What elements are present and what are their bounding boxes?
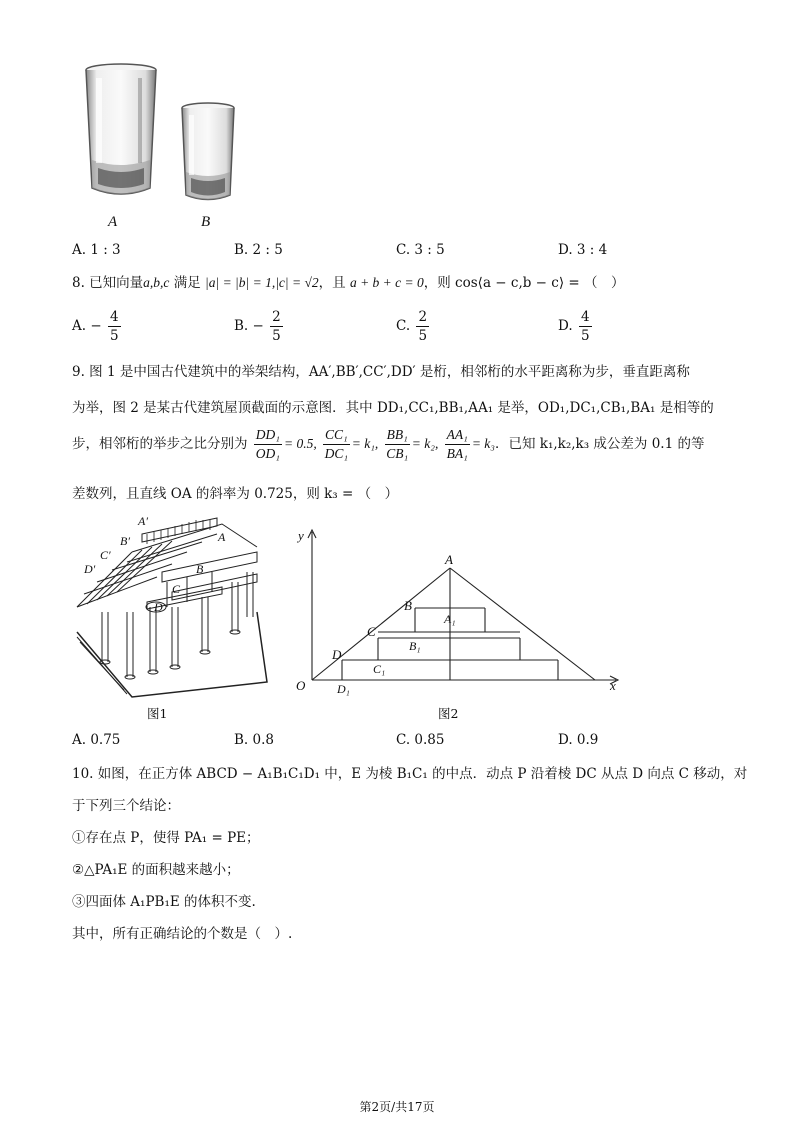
q7-option-b[interactable]: B. 2 : 5 xyxy=(234,242,283,258)
q9-line-2: 为举，图 2 是某古代建筑屋顶截面的示意图．其中 DD₁,CC₁,BB₁,AA₁ 是举，OD₁,DC₁,CB₁,BA₁ 是相等的 xyxy=(72,400,714,416)
fig2-label-d: D xyxy=(332,647,342,662)
q8-mid: ，且 xyxy=(318,275,350,291)
q9-option-b[interactable]: B. 0.8 xyxy=(234,732,274,748)
fig2-label-b1: B₁ xyxy=(409,639,421,653)
option-letter: A. xyxy=(72,318,87,334)
glass-a-label: A xyxy=(108,214,118,230)
fig2-label-d1: D₁ xyxy=(337,682,350,696)
q10-question-end: 其中，所有正确结论的个数是（ ）. xyxy=(72,926,293,942)
q8-prefix: 8. 已知向量 xyxy=(72,275,144,291)
q10-conclusion-3: ③四面体 A₁PB₁E 的体积不变. xyxy=(72,894,256,910)
option-sign: − xyxy=(252,318,264,334)
q9-ratio-intro: 步，相邻桁的举步之比分别为 xyxy=(72,436,248,452)
ratio-dd1-od1: $\frac{\text{DD₁}}{\text{OD₁}}$ xyxy=(255,427,280,461)
figure-1-building-sketch xyxy=(72,512,272,698)
fig1-label-a: A xyxy=(218,530,226,544)
option-letter: B. xyxy=(234,318,249,334)
q10-conclusion-1: ①存在点 P，使得 PA₁ = PE； xyxy=(72,830,260,846)
fig1-label-d: D xyxy=(154,600,163,614)
option-fraction: $\frac{2}{5}$ xyxy=(418,309,428,344)
fig2-label-a: A xyxy=(445,552,453,567)
q8-option-c[interactable] xyxy=(396,308,431,345)
glass-b-image xyxy=(176,100,240,212)
fig2-label-c1: C₁ xyxy=(373,662,386,676)
ratio-bb1-cb1: $\frac{\text{BB₁}}{\text{CB₁}}$ xyxy=(386,427,409,461)
fig2-axis-y-label: y xyxy=(298,528,304,543)
ratio-eq: = k₂, xyxy=(411,436,439,451)
q9-option-a[interactable]: A. 0.75 xyxy=(72,732,121,748)
ratio-eq: = k₃ xyxy=(471,436,495,451)
option-fraction: $\frac{4}{5}$ xyxy=(109,309,119,344)
figure-2-caption: 图2 xyxy=(438,706,459,721)
glass-a-image xyxy=(76,60,166,212)
option-letter: C. xyxy=(396,318,411,334)
q9-option-c[interactable]: C. 0.85 xyxy=(396,732,445,748)
q9-option-d[interactable]: D. 0.9 xyxy=(558,732,599,748)
q7-option-c[interactable]: C. 3 : 5 xyxy=(396,242,445,258)
q10-line-2: 于下列三个结论： xyxy=(72,798,180,814)
q10-conclusion-2: ②△PA₁E 的面积越来越小； xyxy=(72,862,240,878)
fig2-label-a1: A₁ xyxy=(444,612,456,626)
q8-condition-sum: a + b + c = 0 xyxy=(349,275,424,290)
fig2-label-b: B xyxy=(404,598,412,613)
fig1-label-b: B xyxy=(196,562,204,576)
q9-line-3 xyxy=(72,426,704,463)
q10-line-1: 10. 如图，在正方体 ABCD − A₁B₁C₁D₁ 中，E 为棱 B₁C₁ 的中点．动点 P 沿着棱 DC 从点 D 向点 C 移动，对 xyxy=(72,766,748,782)
q9-ratio-tail: ．已知 k₁,k₂,k₃ 成公差为 0.1 的等 xyxy=(494,436,705,452)
q8-condition-magnitudes: |a| = |b| = 1,|c| = √2 xyxy=(205,275,319,290)
fig1-label-c: C xyxy=(172,582,181,596)
figure-2-roof-diagram xyxy=(290,528,630,698)
page-footer: 第2页/共17页 xyxy=(359,1100,435,1114)
q7-option-a[interactable]: A. 1 : 3 xyxy=(72,242,121,258)
ratio-aa1-ba1: $\frac{\text{AA₁}}{\text{BA₁}}$ xyxy=(446,427,468,461)
fig1-label-c-prime: C′ xyxy=(100,548,111,562)
fig2-label-c: C xyxy=(367,624,376,639)
option-fraction: $\frac{4}{5}$ xyxy=(580,309,590,344)
fig2-axis-x-label: x xyxy=(610,678,616,693)
q7-option-d[interactable]: D. 3 : 4 xyxy=(558,242,608,258)
ratio-eq: = 0.5, xyxy=(284,436,317,451)
q8-stem xyxy=(72,272,625,294)
q9-line-4: 差数列，且直线 OA 的斜率为 0.725，则 k₃ = （ ） xyxy=(72,486,399,502)
option-fraction: $\frac{2}{5}$ xyxy=(272,309,281,344)
q8-cond-word: 满足 xyxy=(169,275,206,291)
ratio-cc1-dc1: $\frac{\text{CC₁}}{\text{DC₁}}$ xyxy=(324,427,349,461)
option-letter: D. xyxy=(558,318,573,334)
q8-vectors: a,b,c xyxy=(143,275,170,290)
ratio-eq: = k₁, xyxy=(351,436,379,451)
fig1-label-b-prime: B′ xyxy=(120,534,130,548)
figure-1-caption: 图1 xyxy=(147,706,168,721)
q8-option-d[interactable] xyxy=(558,308,594,345)
option-sign: − xyxy=(90,318,102,334)
q9-line-1: 9. 图 1 是中国古代建筑中的举架结构，AA′,BB′,CC′,DD′ 是桁，相邻桁的水平距离称为步，垂直距离称 xyxy=(72,364,690,380)
q8-tail: ，则 cos⟨a − c,b − c⟩ = （ ） xyxy=(423,275,625,291)
fig2-label-o: O xyxy=(296,678,306,693)
glass-b-label: B xyxy=(201,214,211,230)
q8-option-b[interactable] xyxy=(234,308,285,345)
fig1-label-a-prime: A′ xyxy=(138,514,148,528)
fig1-label-d-prime: D′ xyxy=(84,562,96,576)
q8-option-a[interactable] xyxy=(72,308,123,345)
